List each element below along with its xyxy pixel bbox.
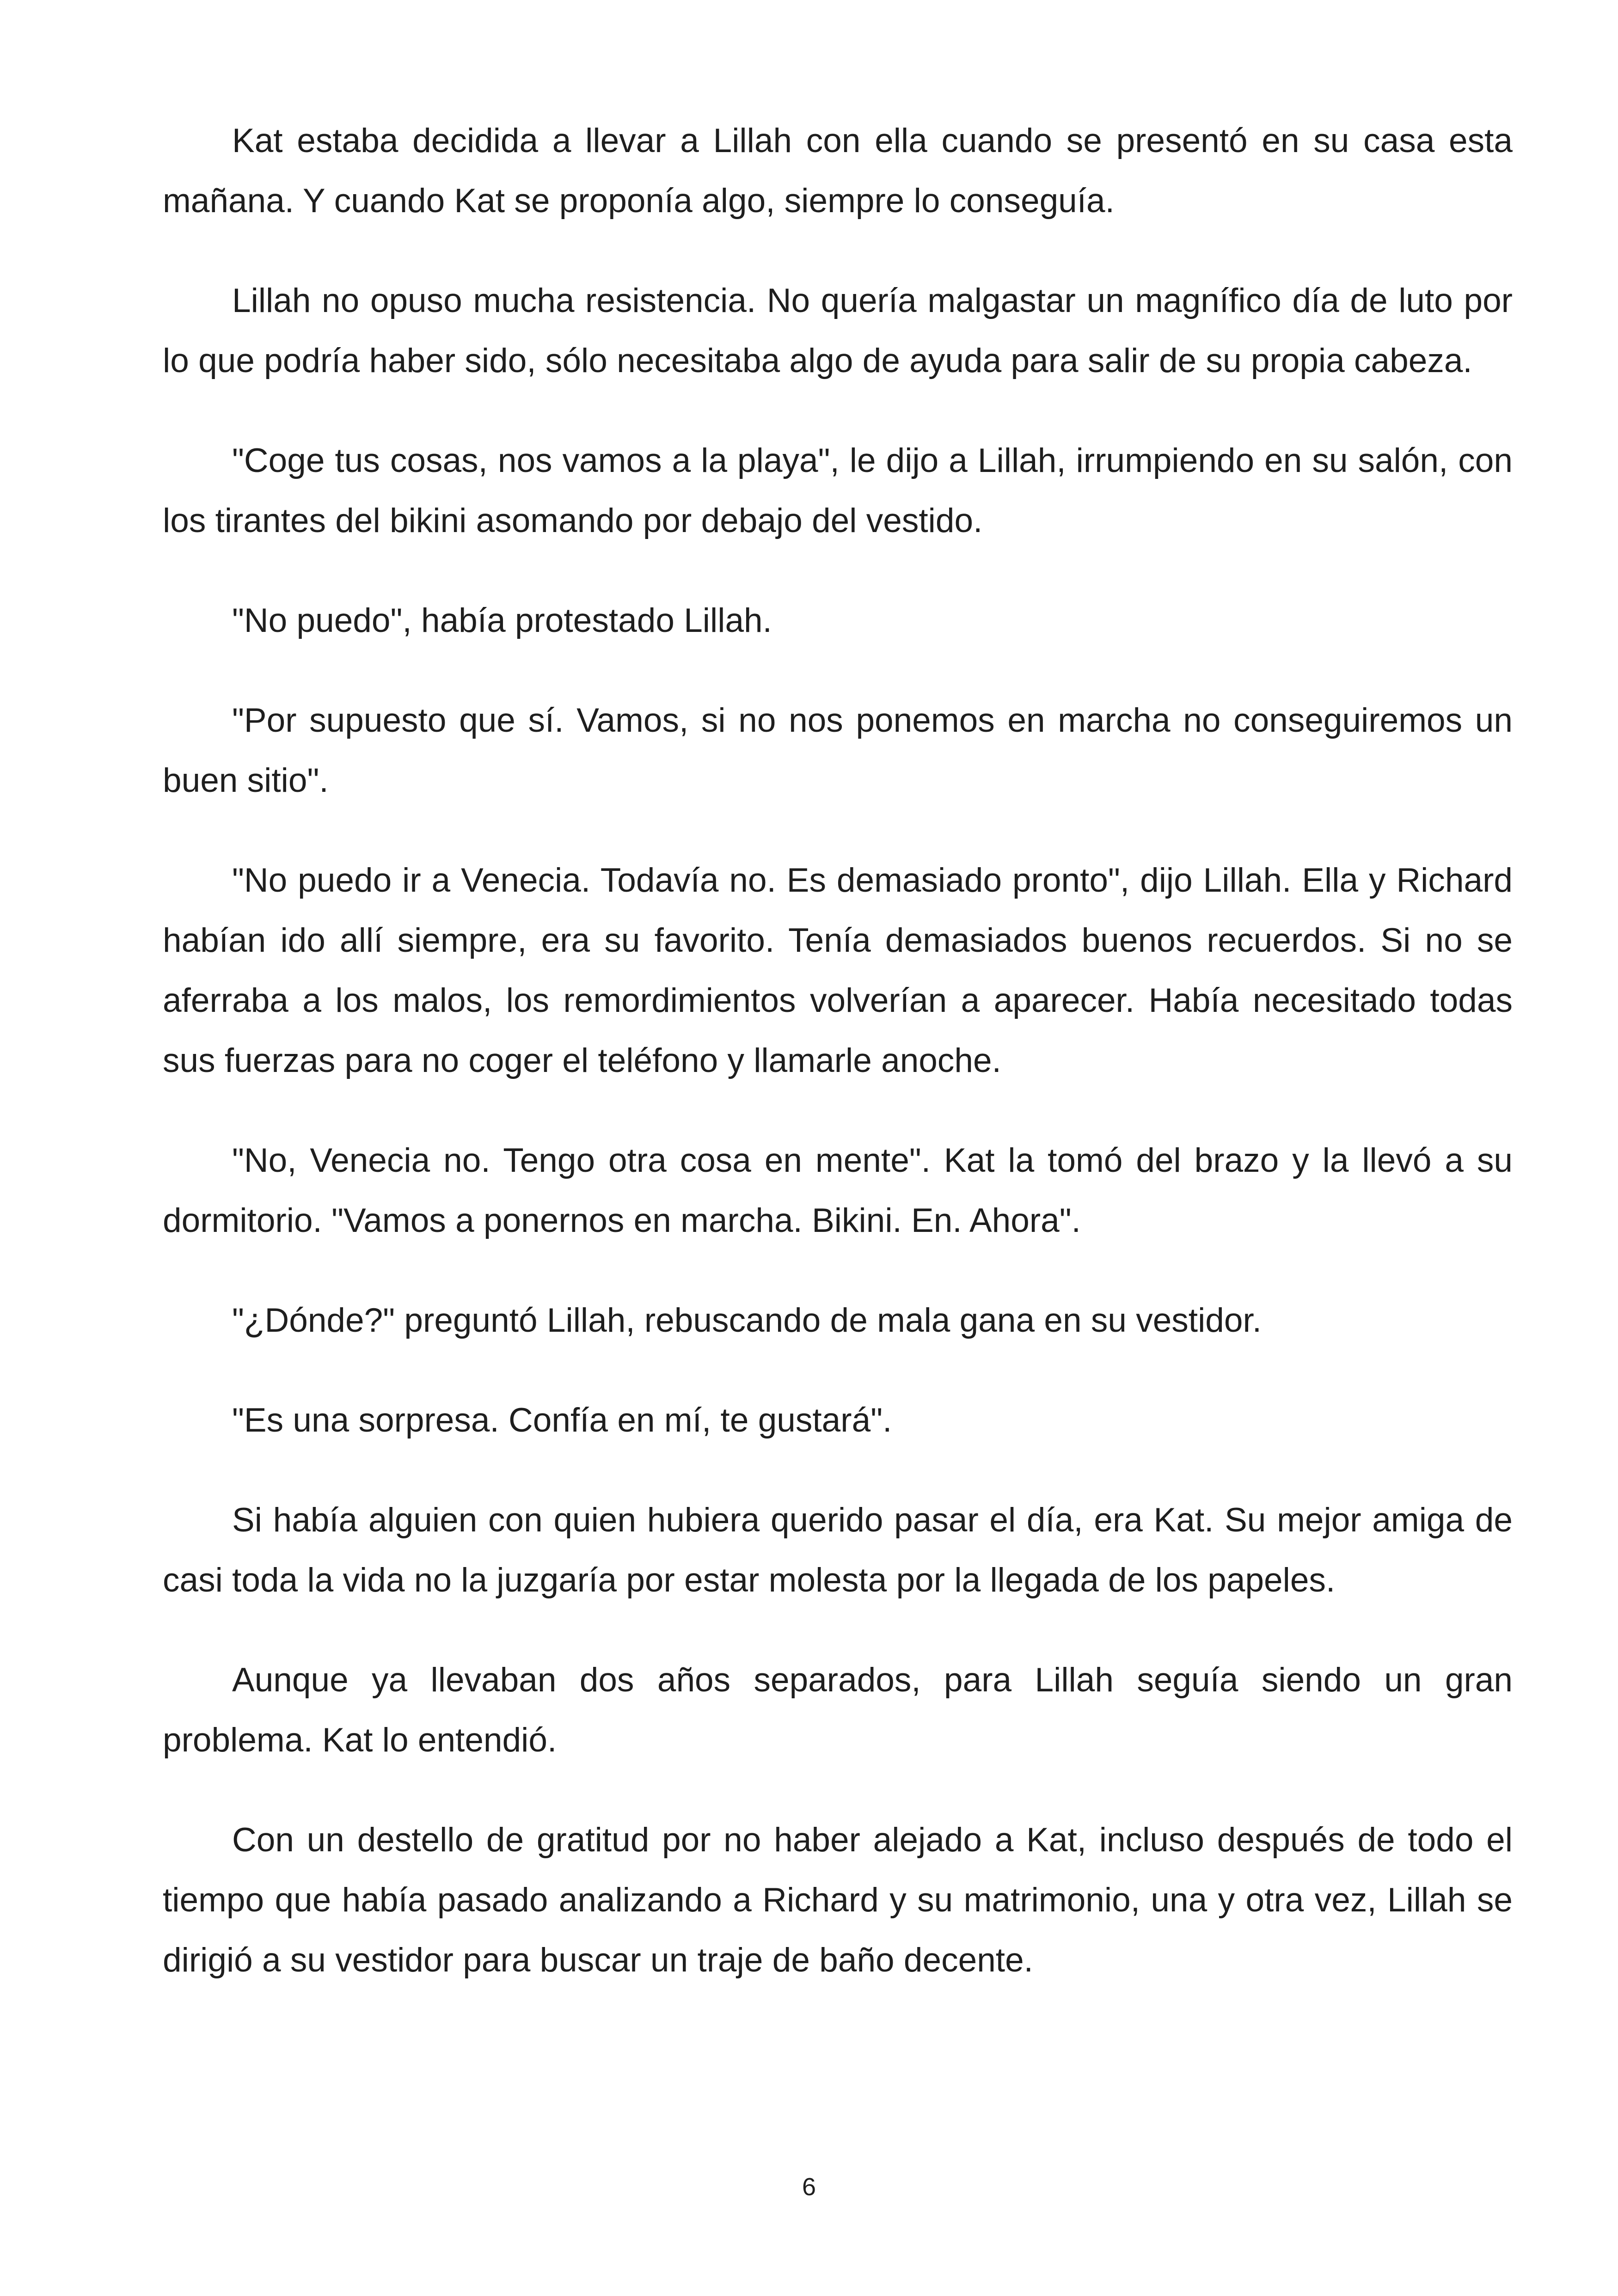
paragraph: "No, Venecia no. Tengo otra cosa en mente". Kat la tomó del brazo y la llevó a su dormitorio. "Vamos a ponernos en marcha. Bikini. En. Ahora". bbox=[163, 1142, 1513, 1239]
paragraph: "Coge tus cosas, nos vamos a la playa", le dijo a Lillah, irrumpiendo en su salón, con los tirantes del bikini asomando por debajo del vestido. bbox=[163, 442, 1513, 539]
paragraph: Kat estaba decidida a llevar a Lillah con ella cuando se presentó en su casa esta mañana. Y cuando Kat se proponía algo, siempre lo conseguía. bbox=[163, 122, 1513, 220]
paragraph: Aunque ya llevaban dos años separados, para Lillah seguía siendo un gran problema. Kat lo entendió. bbox=[163, 1661, 1513, 1759]
paragraph: "Por supuesto que sí. Vamos, si no nos ponemos en marcha no conseguiremos un buen sitio". bbox=[163, 702, 1513, 799]
page-body bbox=[163, 111, 1513, 2030]
paragraph: "¿Dónde?" preguntó Lillah, rebuscando de mala gana en su vestidor. bbox=[232, 1302, 1262, 1339]
page-number: 6 bbox=[802, 2173, 816, 2201]
paragraph: Lillah no opuso mucha resistencia. No quería malgastar un magnífico día de luto por lo que podría haber sido, sólo necesitaba algo de ayuda para salir de su propia cabeza. bbox=[163, 282, 1513, 380]
paragraph: Si había alguien con quien hubiera querido pasar el día, era Kat. Su mejor amiga de casi toda la vida no la juzgaría por estar molesta por la llegada de los papeles. bbox=[163, 1501, 1513, 1599]
paragraph: "No puedo", había protestado Lillah. bbox=[232, 602, 772, 639]
paragraph: Con un destello de gratitud por no haber alejado a Kat, incluso después de todo el tiempo que había pasado analizando a Richard y su matrimonio, una y otra vez, Lillah se dirigió a su vestidor para buscar un traje de baño decente. bbox=[163, 1821, 1513, 1979]
paragraph: "No puedo ir a Venecia. Todavía no. Es demasiado pronto", dijo Lillah. Ella y Richard habían ido allí siempre, era su favorito. Tenía demasiados buenos recuerdos. Si no se aferraba a los malos, los remordimientos volverían a aparecer. Había necesitado todas sus fuerzas para no coger el teléfono y llamarle anoche. bbox=[163, 862, 1513, 1079]
paragraph: "Es una sorpresa. Confía en mí, te gustará". bbox=[232, 1402, 892, 1439]
